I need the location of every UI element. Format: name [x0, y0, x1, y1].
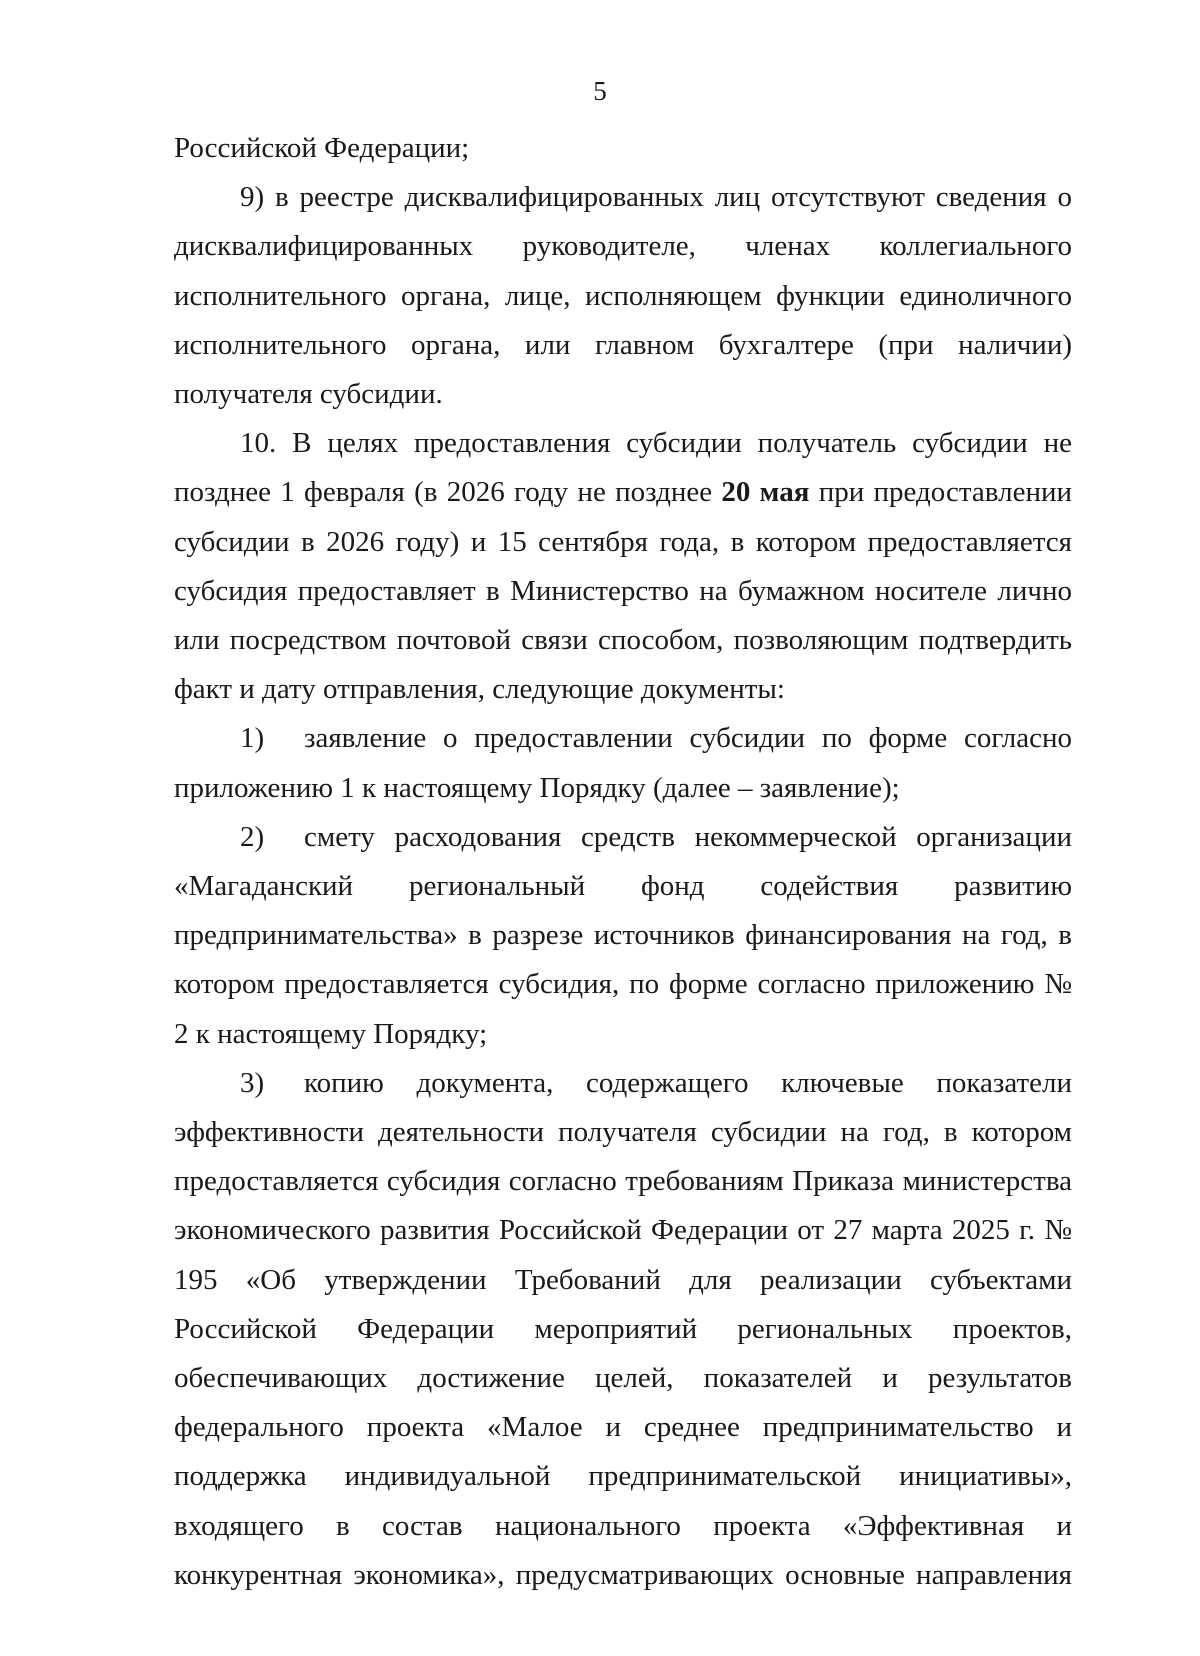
list-item-1	[174, 714, 1072, 812]
list-item-3	[174, 1059, 1072, 1600]
deadline-date-bold: 20 мая	[721, 476, 810, 509]
list-item-2-number: 2)	[240, 820, 265, 853]
list-item-2	[174, 813, 1072, 1059]
list-item-1-number: 1)	[240, 722, 265, 755]
paragraph-item-9: 9) в реестре дисквалифицированных лиц отсутствуют сведения о дисквалифицированных руководителе, членах коллегиального исполнительного органа, лице, исполняющем функции единоличного исполнительного органа, или главном бухгалтере (при наличии) получателя субсидии.	[174, 181, 1072, 411]
list-item-2-text: смету расходования средств некоммерческой организации «Магаданский региональный фонд содействия развитию предпринимательства» в разрезе источников финансирования на год, в котором предоставляется субсидия, по форме согласно приложению № 2 к настоящему Порядку;	[174, 820, 1072, 1050]
paragraph-continuation: Российской Федерации;	[174, 132, 470, 164]
paragraph-10-text-end: при предоставлении субсидии в 2026 году) и 15 сентября года, в котором предоставляется субсидия предоставляет в Министерство на бумажном носителе лично или посредством почтовой связи способом, позволяющим подтвердить факт и дату отправления, следующие документы:	[174, 476, 1073, 706]
list-item-3-text: копию документа, содержащего ключевые показатели эффективности деятельности получателя субсидии на год, в котором предоставляется субсидия согласно требованиям Приказа министерства экономического развития Российской Федерации от 27 марта 2025 г. № 195 «Об утверждении Требований для реализации субъектами Российской Федерации мероприятий региональных проектов, обеспечивающих достижение целей, показателей и результатов федерального проекта «Малое и среднее предпринимательство и поддержка индивидуальной предпринимательской инициативы», входящего в состав национального проекта «Эффективная и конкурентная экономика», предусматривающих основные направления	[174, 1066, 1072, 1591]
list-item-3-number: 3)	[240, 1066, 265, 1099]
page-number: 5	[593, 76, 607, 106]
paragraph-10-text-start: 10. В целях предоставления субсидии получатель субсидии не позднее 1 февраля (в 2026 году не позднее	[174, 427, 1072, 509]
paragraph-10	[174, 419, 1072, 714]
document-body	[174, 124, 1072, 1600]
list-item-1-text: заявление о предоставлении субсидии по форме согласно приложению 1 к настоящему Порядку (далее – заявление);	[174, 722, 1072, 804]
